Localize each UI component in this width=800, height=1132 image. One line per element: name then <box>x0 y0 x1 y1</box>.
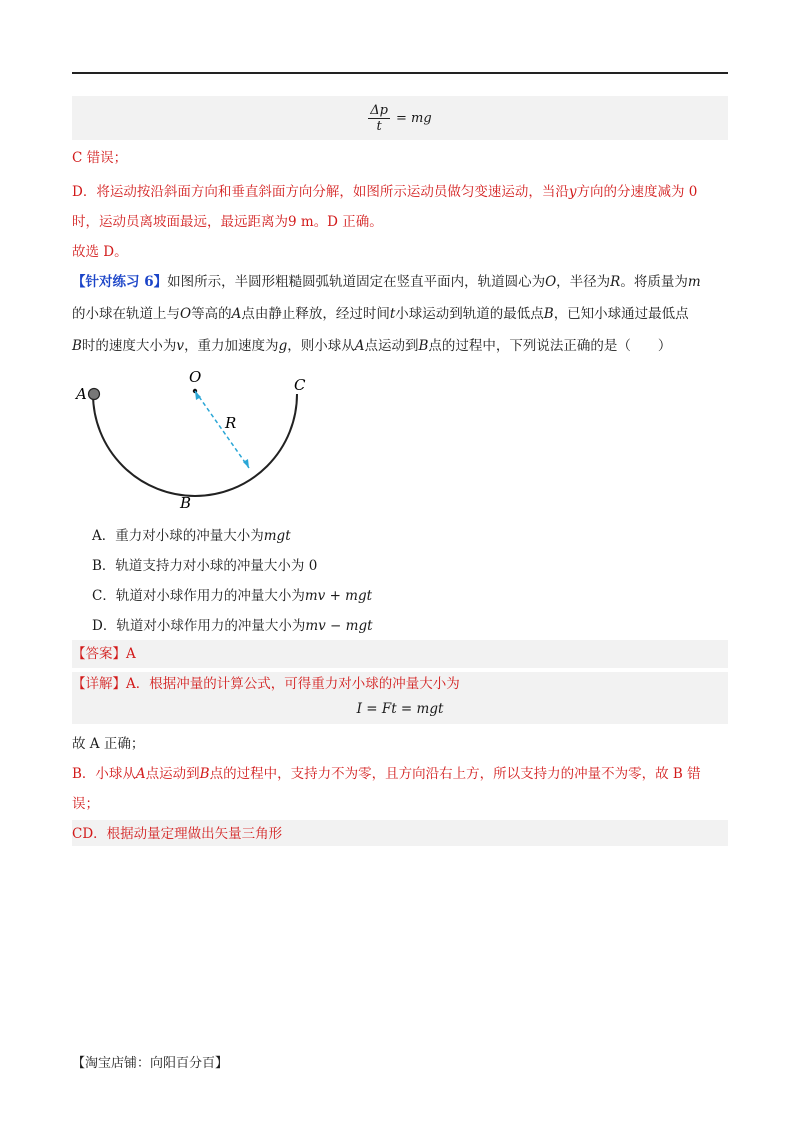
d-line-1 <box>72 182 728 202</box>
q6-text: 等高的 <box>191 306 232 322</box>
a-correct-line: 故 A 正确； <box>72 736 145 752</box>
math-R: R <box>610 274 621 290</box>
explain-text: A．根据冲量的计算公式，可得重力对小球的冲量大小为 <box>126 676 460 692</box>
math-g: g <box>278 338 288 354</box>
q6-text: 。将质量为 <box>620 274 688 290</box>
option-c[interactable] <box>92 586 372 606</box>
math-B: B <box>72 338 82 354</box>
option-text: D．轨道对小球作用力的冲量大小为 <box>92 618 306 634</box>
label-A: A <box>76 385 87 403</box>
q6-text: ，已知小球通过最低点 <box>553 306 689 322</box>
explain-text: B．小球从 <box>72 766 136 782</box>
q6-text: 点运动到 <box>364 338 419 354</box>
cd-line: CD．根据动量定理做出矢量三角形 <box>72 826 283 842</box>
q6-text: 小球运动到轨道的最低点 <box>395 306 544 322</box>
q6-text: 的小球在轨道上与 <box>72 306 180 322</box>
q6-line-2 <box>72 304 728 324</box>
math-B: B <box>199 766 210 782</box>
q6-text: 点由静止释放，经过时间 <box>241 306 390 322</box>
ball <box>89 389 100 400</box>
math-t: t <box>389 306 396 322</box>
explain-tag: 【详解】 <box>72 676 126 692</box>
label-B: B <box>180 494 192 512</box>
math-v: v <box>176 338 185 354</box>
label-R: R <box>225 414 237 432</box>
q6-tag: 【针对练习 6】 <box>72 274 168 290</box>
option-math: mv + mgt <box>304 588 373 604</box>
c-wrong-line: C 错误； <box>72 150 128 166</box>
explain-text: 点运动到 <box>145 766 200 782</box>
fraction-denominator: t <box>376 118 382 134</box>
q6-text: 如图所示，半圆形粗糙圆弧轨道固定在竖直平面内，轨道圆心为 <box>167 274 546 290</box>
option-text: A．重力对小球的冲量大小为 <box>92 528 264 544</box>
math-O: O <box>180 306 192 322</box>
footer-shop: 【淘宝店铺：向阳百分百】 <box>72 1056 229 1071</box>
q6-text: ，重力加速度为 <box>184 338 279 354</box>
q6-text: ，则小球从 <box>287 338 355 354</box>
b-line-2: 误； <box>72 796 99 812</box>
d-text-1b: 方向的分速度减为 0 <box>576 184 698 200</box>
fraction <box>368 103 390 134</box>
radius-arrow <box>195 391 249 468</box>
d-line-2 <box>72 212 728 232</box>
d-distance: 9 m <box>288 214 314 230</box>
top-rule <box>72 72 728 74</box>
option-math: mv − mgt <box>305 618 373 634</box>
formula-rhs: = mg <box>396 110 432 126</box>
option-d[interactable] <box>92 616 373 636</box>
choose-d-line: 故选 D。 <box>72 244 128 260</box>
math-O: O <box>545 274 557 290</box>
math-A: A <box>135 766 146 782</box>
explain-text: 点的过程中，支持力不为零，且方向沿右上方，所以支持力的冲量不为零，故 B 错 <box>209 766 701 782</box>
d-text-1: D．将运动按沿斜面方向和垂直斜面方向分解，如图所示运动员做匀变速运动，当沿 <box>72 184 569 200</box>
option-a[interactable] <box>92 526 291 546</box>
d-text-2c: 。D 正确。 <box>313 214 383 230</box>
d-text-2a: 时，运动员离坡面最远，最远距离为 <box>72 214 288 230</box>
math-A: A <box>231 306 242 322</box>
b-line-1 <box>72 764 728 784</box>
option-text: C．轨道对小球作用力的冲量大小为 <box>92 588 305 604</box>
impulse-equation: I = Ft = mgt <box>356 701 444 717</box>
option-b[interactable] <box>92 556 317 576</box>
label-C: C <box>294 376 306 394</box>
math-B: B <box>543 306 554 322</box>
math-m: m <box>687 274 701 290</box>
formula-block <box>72 96 728 140</box>
label-O: O <box>189 368 202 386</box>
option-math: mgt <box>263 528 291 544</box>
var-y: y <box>568 184 577 200</box>
q6-line-1 <box>72 272 728 292</box>
track-figure <box>70 362 330 522</box>
q6-text: 点的过程中，下列说法正确的是（ ） <box>428 338 672 354</box>
explain-line-1 <box>72 674 728 694</box>
q6-text: ，半径为 <box>556 274 611 290</box>
q6-text: 时的速度大小为 <box>81 338 177 354</box>
q6-line-3 <box>72 336 728 356</box>
option-text: B．轨道支持力对小球的冲量大小为 0 <box>92 558 318 574</box>
math-A: A <box>354 338 365 354</box>
answer-line: 【答案】A <box>72 646 136 662</box>
math-B: B <box>418 338 429 354</box>
fraction-numerator: Δp <box>370 102 389 118</box>
semicircle-track <box>93 394 297 496</box>
